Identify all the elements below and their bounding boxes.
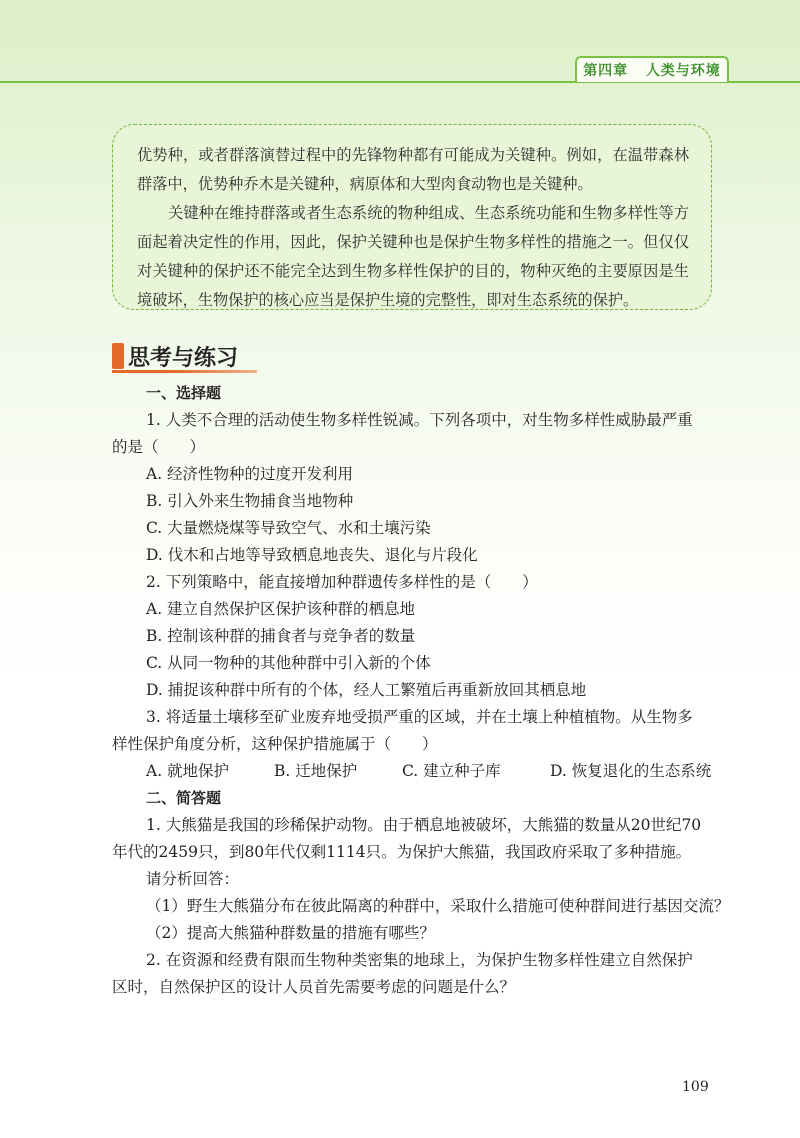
section-heading xyxy=(112,338,238,374)
option: D. 恢复退化的生态系统 xyxy=(550,762,712,780)
option-row xyxy=(112,758,714,785)
option: A. 经济性物种的过度开发利用 xyxy=(146,465,354,483)
option: B. 引入外来生物捕食当地物种 xyxy=(146,492,354,510)
sub-question: （1）野生大熊猫分布在彼此隔离的种群中，采取什么措施可使种群间进行基因交流？ xyxy=(146,897,730,915)
question-stem: 的是（ ） xyxy=(112,438,206,456)
question-stem: 2. 在资源和经费有限而生物种类密集的地球上，为保护生物多样性建立自然保护 xyxy=(146,951,693,969)
text-line: 方面起着决定性的作用，因此，保护关键种也是保护生物多样性的措施之一。但 xyxy=(137,204,689,251)
text-line: 优势种，或者群落演替过程中的先锋物种都有可能成为关键种。例如，在温带森 xyxy=(137,146,674,164)
option: B. 迁地保护 xyxy=(274,762,358,780)
question-stem: 年代的2459只，到80年代仅剩1114只。为保护大熊猫，我国政府采取了多种措施。 xyxy=(112,843,692,861)
sub-question: （2）提高大熊猫种群数量的措施有哪些？ xyxy=(146,924,435,942)
chapter-number: 第四章 xyxy=(583,63,629,79)
text-line: 仅仅对关键种的保护还不能完全达到生物多样性保护的目的，物种灭绝的主要原 xyxy=(137,233,690,280)
exercises xyxy=(112,380,730,1001)
question-stem: 样性保护角度分析，这种保护措施属于（ ） xyxy=(112,735,438,753)
text-line: 因是生境破坏，生物保护的核心应当是保护生境的完整性，即对生态系统的保护。 xyxy=(137,262,690,309)
option: C. 从同一物种的其他种群中引入新的个体 xyxy=(146,654,431,672)
text-line: 关键种在维持群落或者生态系统的物种组成、生态系统功能和生物多样性等 xyxy=(168,204,674,222)
option: C. 大量燃烧煤等导致空气、水和土壤污染 xyxy=(146,519,431,537)
question-stem: 3. 将适量土壤移至矿业废弃地受损严重的区域，并在土壤上种植植物。从生物多 xyxy=(146,708,693,726)
option: C. 建立种子库 xyxy=(402,762,501,780)
text-line: 林群落中，优势种乔木是关键种，病原体和大型肉食动物也是关键种。 xyxy=(137,146,689,193)
chapter-title: 人类与环境 xyxy=(645,63,721,79)
section-title: 思考与练习 xyxy=(128,345,239,371)
short-answer-heading: 二、简答题 xyxy=(146,789,222,807)
question-prompt: 请分析回答： xyxy=(146,870,240,888)
question-stem: 1. 人类不合理的活动使生物多样性锐减。下列各项中，对生物多样性威胁最严重 xyxy=(146,411,693,429)
reading-box xyxy=(112,124,712,310)
option: D. 捕捉该种群中所有的个体，经人工繁殖后再重新放回其栖息地 xyxy=(146,681,587,699)
section-marker-icon xyxy=(112,343,124,369)
choice-heading: 一、选择题 xyxy=(146,384,222,402)
page-number: 109 xyxy=(682,1079,709,1095)
reading-paragraph xyxy=(137,199,689,315)
question-stem: 2. 下列策略中，能直接增加种群遗传多样性的是（ ） xyxy=(146,573,538,591)
option: A. 就地保护 xyxy=(146,762,230,780)
question-stem: 1. 大熊猫是我国的珍稀保护动物。由于栖息地被破坏，大熊猫的数量从20世纪70 xyxy=(146,816,702,834)
option: A. 建立自然保护区保护该种群的栖息地 xyxy=(146,600,416,618)
option: D. 伐木和占地等导致栖息地丧失、退化与片段化 xyxy=(146,546,478,564)
section-underline xyxy=(112,370,257,373)
option: B. 控制该种群的捕食者与竞争者的数量 xyxy=(146,627,416,645)
chapter-header xyxy=(575,56,729,82)
reading-paragraph xyxy=(137,141,689,199)
question-stem: 区时，自然保护区的设计人员首先需要考虑的问题是什么？ xyxy=(112,978,516,996)
